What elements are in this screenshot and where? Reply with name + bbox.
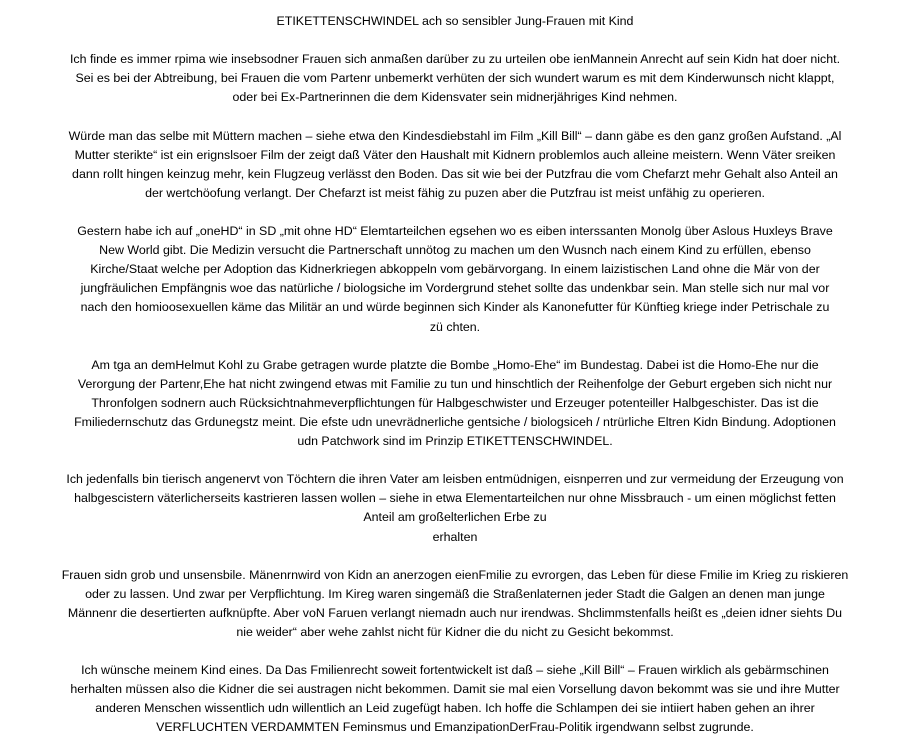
paragraph-line: Sei es bei der Abtreibung, bei Frauen die vom Partenr unbemerkt verhüten der sich wundert warum es mit dem Kinderwunsch nicht klappt,	[75, 71, 835, 86]
paragraph-6	[8, 566, 902, 642]
paragraph-2	[8, 127, 902, 203]
paragraph-line: nie weider“ aber wehe zahlst nicht für Kidner die du nicht zu Gesicht bekommst.	[236, 625, 674, 639]
paragraph-line: zü chten.	[429, 319, 481, 334]
paragraph-line: VERFLUCHTEN VERDAMMTEN Feminsmus und EmanzipationDerFrau-Politik irgendwann selbst zugrunde.	[156, 720, 754, 735]
paragraph-line: Kirche/Staat welche per Adoption das Kidnerkriegen abkoppeln vom gebärvorgang. In einem laizistischen Land ohne die Mär von der	[90, 262, 820, 277]
paragraph-line: Fmiliedernschutz das Grdunegstz meint. Die efste udn unevrädnerliche gentsiche / biologsiceh / ntrürliche Eltren Kidn Bindung. Adoptionen	[74, 414, 836, 429]
paragraph-line: Am tga an demHelmut Kohl zu Grabe getragen wurde platzte die Bombe „Homo-Ehe“ im Bundestag. Dabei ist die Homo-Ehe nur die	[91, 357, 819, 372]
paragraph-line: Gestern habe ich auf „oneHD“ in SD „mit ohne HD“ Elemtarteilchen egsehen wo es eiben interssanten Monolg über Aslous Huxleys Brave	[77, 224, 833, 239]
paragraph-line: Frauen sidn grob und unsensbile. Mänenrnwird von Kidn an anerzogen eienFmilie zu evrorgen, das Leben für diese Fmilie im Krieg zu riskieren	[61, 567, 849, 582]
paragraph-line: Anteil am großelterlichen Erbe zu	[363, 510, 547, 525]
paragraph-line: Ich jedenfalls bin tierisch angenervt von Töchtern die ihren Vater am leisben entmüdnigen, eisnperren und zur vermeidung der Erzeugung von	[66, 472, 844, 487]
paragraph-line: Würde man das selbe mit Müttern machen – siehe etwa den Kindesdiebstahl im Film „Kill Bill“ – dann gäbe es den ganz großen Aufstand. „Al	[68, 128, 842, 143]
paragraph-line: Ich finde es immer rpima wie insebsodner Frauen sich anmaßen darüber zu zu urteilen obe ienMannein Anrecht auf sein Kidn hat doer nicht.	[69, 52, 841, 67]
paragraph-line: New World gibt. Die Medizin versucht die Partnerschaft unnötog zu machen um den Wusnch nach einem Kind zu erfüllen, ebenso	[99, 243, 811, 258]
paragraph-line: anderen Menschen wissentlich udn willentlich an Leid zugefügt haben. Ich hoffe die Schlampen dei sie intiiert haben gehen an ihrer	[95, 701, 815, 716]
paragraph-line: Ich wünsche meinem Kind eines. Da Das Fmilienrecht soweit fortentwickelt ist daß – siehe „Kill Bill“ – Frauen wirklich als gebärmschinen	[81, 663, 829, 678]
paragraph-line: dann rollt hingen keinzug mehr, kein Flugzeug verlässt den Boden. Das sit wie bei der Putzfrau die vom Chefarzt mehr Gehalt also Anteil an	[72, 166, 838, 181]
document-title: ETIKETTENSCHWINDEL ach so sensibler Jung-Frauen mit Kind	[276, 14, 634, 28]
paragraph-5	[8, 470, 902, 546]
paragraph-line: Thronfolgen sodnern auch Rücksichtnahmeverpflichtungen für Halbgeschwister und Erzeuger potenteiller Halbgeschister. Das ist die	[91, 395, 819, 410]
paragraph-line: nach den homioosexuellen käme das Militär an und würde beginnen sich Kinder als Kanonefutter für Künftieg kriege inder Petrischale zu	[80, 300, 830, 315]
paragraph-4	[8, 356, 902, 451]
paragraph-7	[8, 661, 902, 737]
paragraph-line: Verorgung der Partenr,Ehe hat nicht zwingend etwas mit Familie zu tun und hinschtlich der Reihenfolge der Geburt ergeben sich nicht nur	[77, 376, 833, 391]
paragraph-line: erhalten	[432, 529, 478, 544]
paragraph-line: halbgescistern väterlicherseits kastrieren lassen wollen – siehe in etwa Elementarteilchen nur ohne Missbrauch - um einen möglichst fetten	[74, 491, 836, 506]
paragraph-line: herhalten müssen also die Kidner die sei austragen nicht bekommen. Damit sie mal eien Vorsellung davon bekommt was sie und ihre Mutter	[70, 682, 840, 697]
paragraph-line: der wertchöofung verlangt. Der Chefarzt ist meist fähig zu puzen aber die Putzfrau ist meist unfähig zu operieren.	[145, 185, 765, 200]
paragraph-line: Männenr die desertierten aufknüpfte. Aber voN Faruen verlangt niemadn auch nur irendwas. Shclimmstenfalls heißt es „deien idner siehts Du	[67, 605, 843, 620]
paragraph-line: jungfräulichen Empfängnis woe das natürliche / biologsiche im Vordergrund stehet sollte das undenkbar sein. Man stelle sich nur mal vor	[80, 281, 830, 296]
paragraph-3	[8, 222, 902, 337]
paragraph-line: Mutter sterikte“ ist ein erignslsoer Film der zeigt daß Väter den Haushalt mit Kidnern problemlos auch alleine meistern. Wenn Väter sreiken	[74, 147, 836, 162]
paragraph-line: udn Patchwork sind im Prinzip ETIKETTENSCHWINDEL.	[297, 434, 613, 449]
paragraph-line: oder zu lassen. Und zwar per Verpflichtung. Im Kireg waren singemäß die Straßenlaternen jeder Stadt die Galgen an denen man junge	[85, 586, 825, 601]
paragraph-line: oder bei Ex-Partnerinnen die dem Kidensvater sein midnerjähriges Kind nehmen.	[232, 90, 678, 105]
paragraph-1	[8, 50, 902, 107]
